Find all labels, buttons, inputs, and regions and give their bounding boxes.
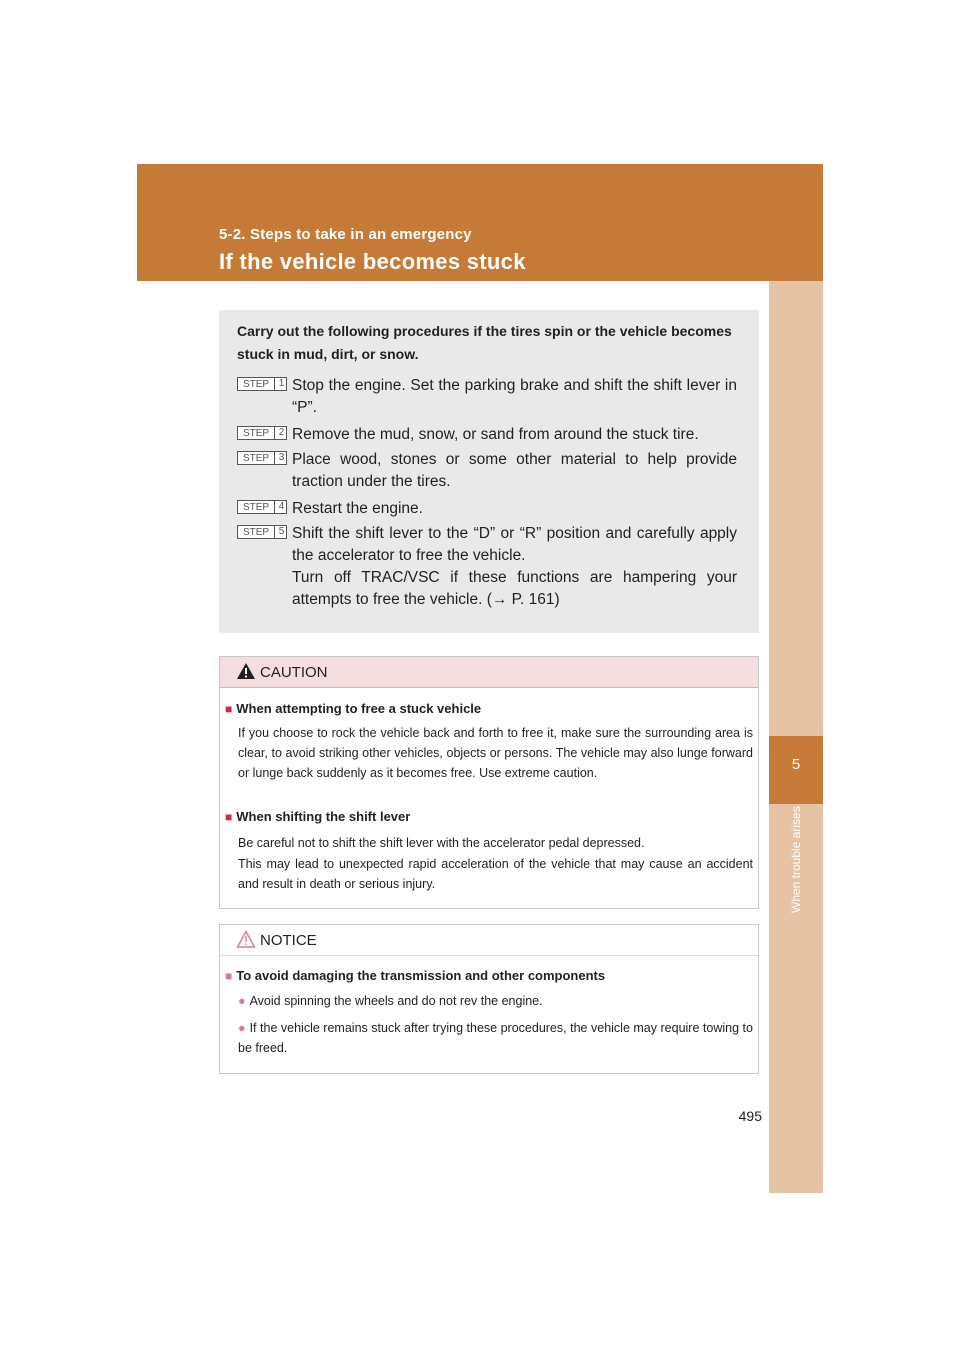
caution-item-heading: ■ When shifting the shift lever <box>225 809 411 824</box>
page-number: 495 <box>738 1108 762 1124</box>
notice-box <box>219 924 759 1074</box>
step-badge: STEP 2 <box>237 426 287 440</box>
step-text: Stop the engine. Set the parking brake and shift the shift lever in “P”. <box>292 377 737 416</box>
circle-bullet-icon: ● <box>238 994 246 1008</box>
step-extra-text: Turn off TRAC/VSC if these functions are hampering your attempts to free the vehicle. (→ P. 161) <box>292 569 737 608</box>
square-bullet-icon: ■ <box>225 810 233 824</box>
chapter-number: 5 <box>791 756 801 773</box>
step-badge: STEP 5 <box>237 525 287 539</box>
caution-item-heading: ■ When attempting to free a stuck vehicle <box>225 701 482 716</box>
notice-header <box>220 925 758 956</box>
step-3 <box>237 449 737 493</box>
step-1 <box>237 375 737 419</box>
caution-title: CAUTION <box>260 664 328 681</box>
caution-item-body: This may lead to unexpected rapid acceleration of the vehicle that may cause an accident and result in death or serious injury. <box>238 857 753 891</box>
square-bullet-icon: ■ <box>225 702 233 716</box>
caution-box <box>219 656 759 909</box>
step-text: Place wood, stones or some other material to help provide traction under the tires. <box>292 451 737 490</box>
page-title: If the vehicle becomes stuck <box>219 249 526 274</box>
square-bullet-icon: ■ <box>225 969 233 983</box>
notice-title: NOTICE <box>260 932 317 949</box>
step-badge: STEP 4 <box>237 500 287 514</box>
warning-triangle-icon <box>236 662 256 680</box>
caution-header <box>220 657 758 688</box>
notice-bullet: ● Avoid spinning the wheels and do not rev the engine. <box>238 994 543 1008</box>
procedure-intro: Carry out the following procedures if the tires spin or the vehicle becomes stuck in mud, dirt, or snow. <box>237 323 732 362</box>
caution-item-body: If you choose to rock the vehicle back and forth to free it, make sure the surrounding area is clear, to avoid striking other vehicles, objects or persons. The vehicle may also lunge forward or lunge back suddenly as it becomes free. Use extreme caution. <box>238 726 753 780</box>
chapter-title: When trouble arises <box>789 806 803 913</box>
circle-bullet-icon: ● <box>238 1021 246 1035</box>
step-4 <box>237 498 737 520</box>
caution-item-body: Be careful not to shift the shift lever with the accelerator pedal depressed. <box>238 836 645 850</box>
step-text: Remove the mud, snow, or sand from around the stuck tire. <box>292 426 699 443</box>
step-2 <box>237 424 737 446</box>
step-text: Restart the engine. <box>292 500 423 517</box>
warning-triangle-outline-icon <box>236 930 256 948</box>
notice-heading: ■ To avoid damaging the transmission and other components <box>225 968 606 983</box>
step-badge: STEP 1 <box>237 377 287 391</box>
step-badge: STEP 3 <box>237 451 287 465</box>
notice-bullet: ● If the vehicle remains stuck after trying these procedures, the vehicle may require towing to be freed. <box>238 1021 753 1055</box>
step-5 <box>237 523 737 611</box>
section-label: 5-2. Steps to take in an emergency <box>219 226 472 243</box>
step-text: Shift the shift lever to the “D” or “R” position and carefully apply the accelerator to free the vehicle. <box>292 525 737 564</box>
